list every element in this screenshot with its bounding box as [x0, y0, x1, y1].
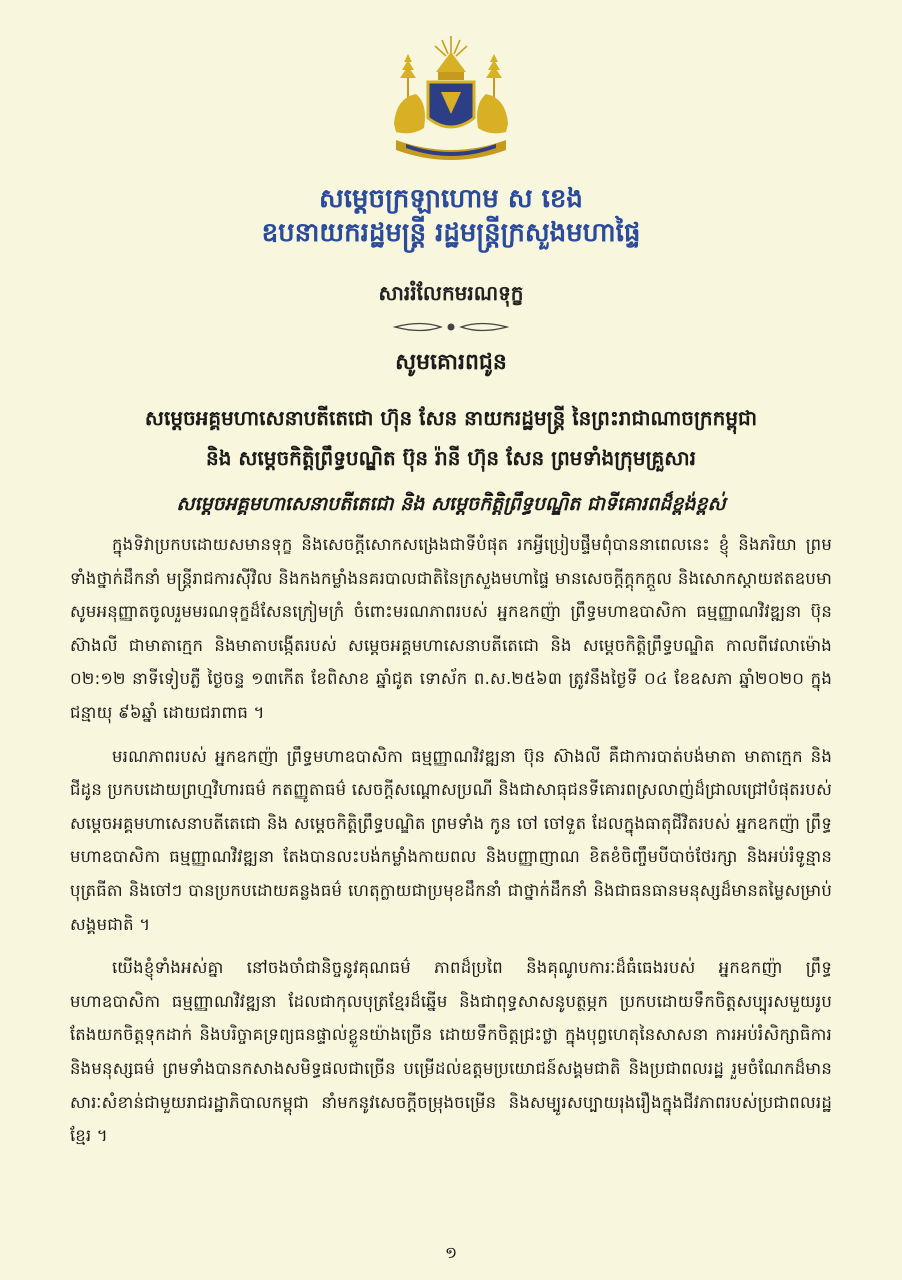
recipient-line-1: សម្តេចអគ្គមហាសេនាបតីតេជោ ហ៊ុន សែន នាយករដ្ឋមន្ត្រី នៃព្រះរាជាណាចក្រកម្ពុជា	[144, 406, 758, 430]
issuer-name: សម្តេចក្រឡាហោម ស ខេង	[319, 184, 583, 214]
salutation: សម្តេចអគ្គមហាសេនាបតីតេជោ និង សម្តេចកិត្តិព្រឹទ្ធបណ្ឌិត ជាទីគោរពដ៏ខ្ពង់ខ្ពស់	[176, 493, 726, 515]
issuer-title: ឧបនាយករដ្ឋមន្ត្រី រដ្ឋមន្ត្រីក្រសួងមហាផ្ទៃ	[261, 218, 641, 248]
body-paragraph-2: មរណភាពរបស់ អ្នកឧកញ៉ា ព្រឹទ្ធមហាឧបាសិកា ធម្មញ្ញាណវិវឌ្ឍនា ប៊ុន ស៊ាងលី គឺជាការបាត់បង់មាតា មាតាក្មេក និងជីដូន ប្រកបដោយព្រហ្មវិហារធម៌ កតញ្ញូតាធម៌ សេចក្តីសណ្តោសប្រណី និងជាសាធុជនទីគោរពស្រលាញ់ដ៏ជ្រាលជ្រៅបំផុតរបស់ សម្តេចអគ្គមហាសេនាបតីតេជោ និង សម្តេចកិត្តិព្រឹទ្ធបណ្ឌិត ព្រមទាំង កូន ចៅ ចៅទួត ដែលក្នុងធាតុជីវិតរបស់ អ្នកឧកញ៉ា ព្រឹទ្ធមហាឧបាសិកា ធម្មញ្ញាណវិវឌ្ឍនា តែងបានលះបង់កម្លាំងកាយពល និងបញ្ញាញាណ ខិតខំចិញ្ចឹមបីបាច់ថែរក្សា និងអប់រំទូន្មានបុត្រធីតា និងចៅៗ បានប្រកបដោយគន្លងធម៌ ហេតុក្លាយជាប្រមុខដឹកនាំ ជាថ្នាក់ដឹកនាំ និងជាធនធានមនុស្សដ៏មានតម្លៃសម្រាប់សង្គមជាតិ ។	[70, 746, 832, 934]
emblem-container	[70, 0, 832, 172]
body-paragraph-3: យើងខ្ញុំទាំងអស់គ្នា នៅចងចាំជានិច្ចនូវគុណធម៌ ភាពដ៏ប្រពៃ និងគុណូបការៈដ៏ធំធេងរបស់ អ្នកឧកញ៉ា ព្រឹទ្ធមហាឧបាសិកា ធម្មញ្ញាណវិវឌ្ឍនា ដែលជាកុលបុត្រខ្មែរដ៏ឆ្នើម និងជាពុទ្ធសាសនូបត្ថម្ភក ប្រកបដោយទឹកចិត្តសប្បុរសមួយរូប តែងយកចិត្តទុកដាក់ និងបរិច្ចាគទ្រព្យធនផ្ទាល់ខ្លួនយ៉ាងច្រើន ដោយទឹកចិត្តជ្រះថ្លា ក្នុងបុព្វហេតុនៃសាសនា ការអប់រំសិក្សាធិការ និងមនុស្សធម៌ ព្រមទាំងបានកសាងសមិទ្ធផលជាច្រើន បម្រើដល់ឧត្តមប្រយោជន៍សង្គមជាតិ និងប្រជាពលរដ្ឋ រួមចំណែកដ៏មានសារៈសំខាន់ជាមួយរាជរដ្ឋាភិបាលកម្ពុជា នាំមកនូវសេចក្តីចម្រុងចម្រើន និងសម្បូរសប្បាយរុងរឿងក្នុងជីវភាពរបស់ប្រជាពលរដ្ឋខ្មែរ ។	[70, 958, 832, 1146]
royal-coat-of-arms-emblem-icon	[366, 32, 536, 172]
addressed-to-heading: សូមគោរពជូន	[395, 350, 507, 375]
issuer-block	[70, 182, 832, 250]
page-number: ១	[444, 1243, 458, 1262]
body-paragraph-1: ក្នុងទិវាប្រកបដោយសមានទុក្ខ និងសេចក្តីសោកសង្រេងជាទីបំផុត រកអ្វីប្រៀបផ្ទឹមពុំបាននាពេលនេះ ខ្ញុំ និងភរិយា ព្រមទាំងថ្នាក់ដឹកនាំ មន្ត្រីរាជការស៊ីវិល និងកងកម្លាំងនគរបាលជាតិនៃក្រសួងមហាផ្ទៃ មានសេចក្តីក្តុកក្តួល និងសោកស្តាយឥតឧបមា សូមអនុញ្ញាតចូលរួមមរណទុក្ខដ៏សែនក្រៀមក្រំ ចំពោះមរណភាពរបស់ អ្នកឧកញ៉ា ព្រឹទ្ធមហាឧបាសិកា ធម្មញ្ញាណវិវឌ្ឍនា ប៊ុន ស៊ាងលី ជាមាតាក្មេក និងមាតាបង្កើតរបស់ សម្តេចអគ្គមហាសេនាបតីតេជោ និង សម្តេចកិត្តិព្រឹទ្ធបណ្ឌិត កាលពីវេលាម៉ោង ០២:១២ នាទីទៀបភ្លឺ ថ្ងៃចន្ទ ១៣កើត ខែពិសាខ ឆ្នាំជូត ទោស័ក ព.ស.២៥៦៣ ត្រូវនឹងថ្ងៃទី ០៤ ខែឧសភា ឆ្នាំ២០២០ ក្នុងជន្មាយុ ៩៦ឆ្នាំ ដោយជរាពាធ ។	[70, 535, 832, 722]
document-type-heading: សាររំលែកមរណទុក្ខ	[378, 281, 524, 305]
decorative-divider-icon	[70, 320, 832, 334]
recipient-line-2: និង សម្តេចកិត្តិព្រឹទ្ធបណ្ឌិត ប៊ុន រ៉ានី ហ៊ុន សែន ព្រមទាំងក្រុមគ្រួសារ	[206, 446, 696, 470]
